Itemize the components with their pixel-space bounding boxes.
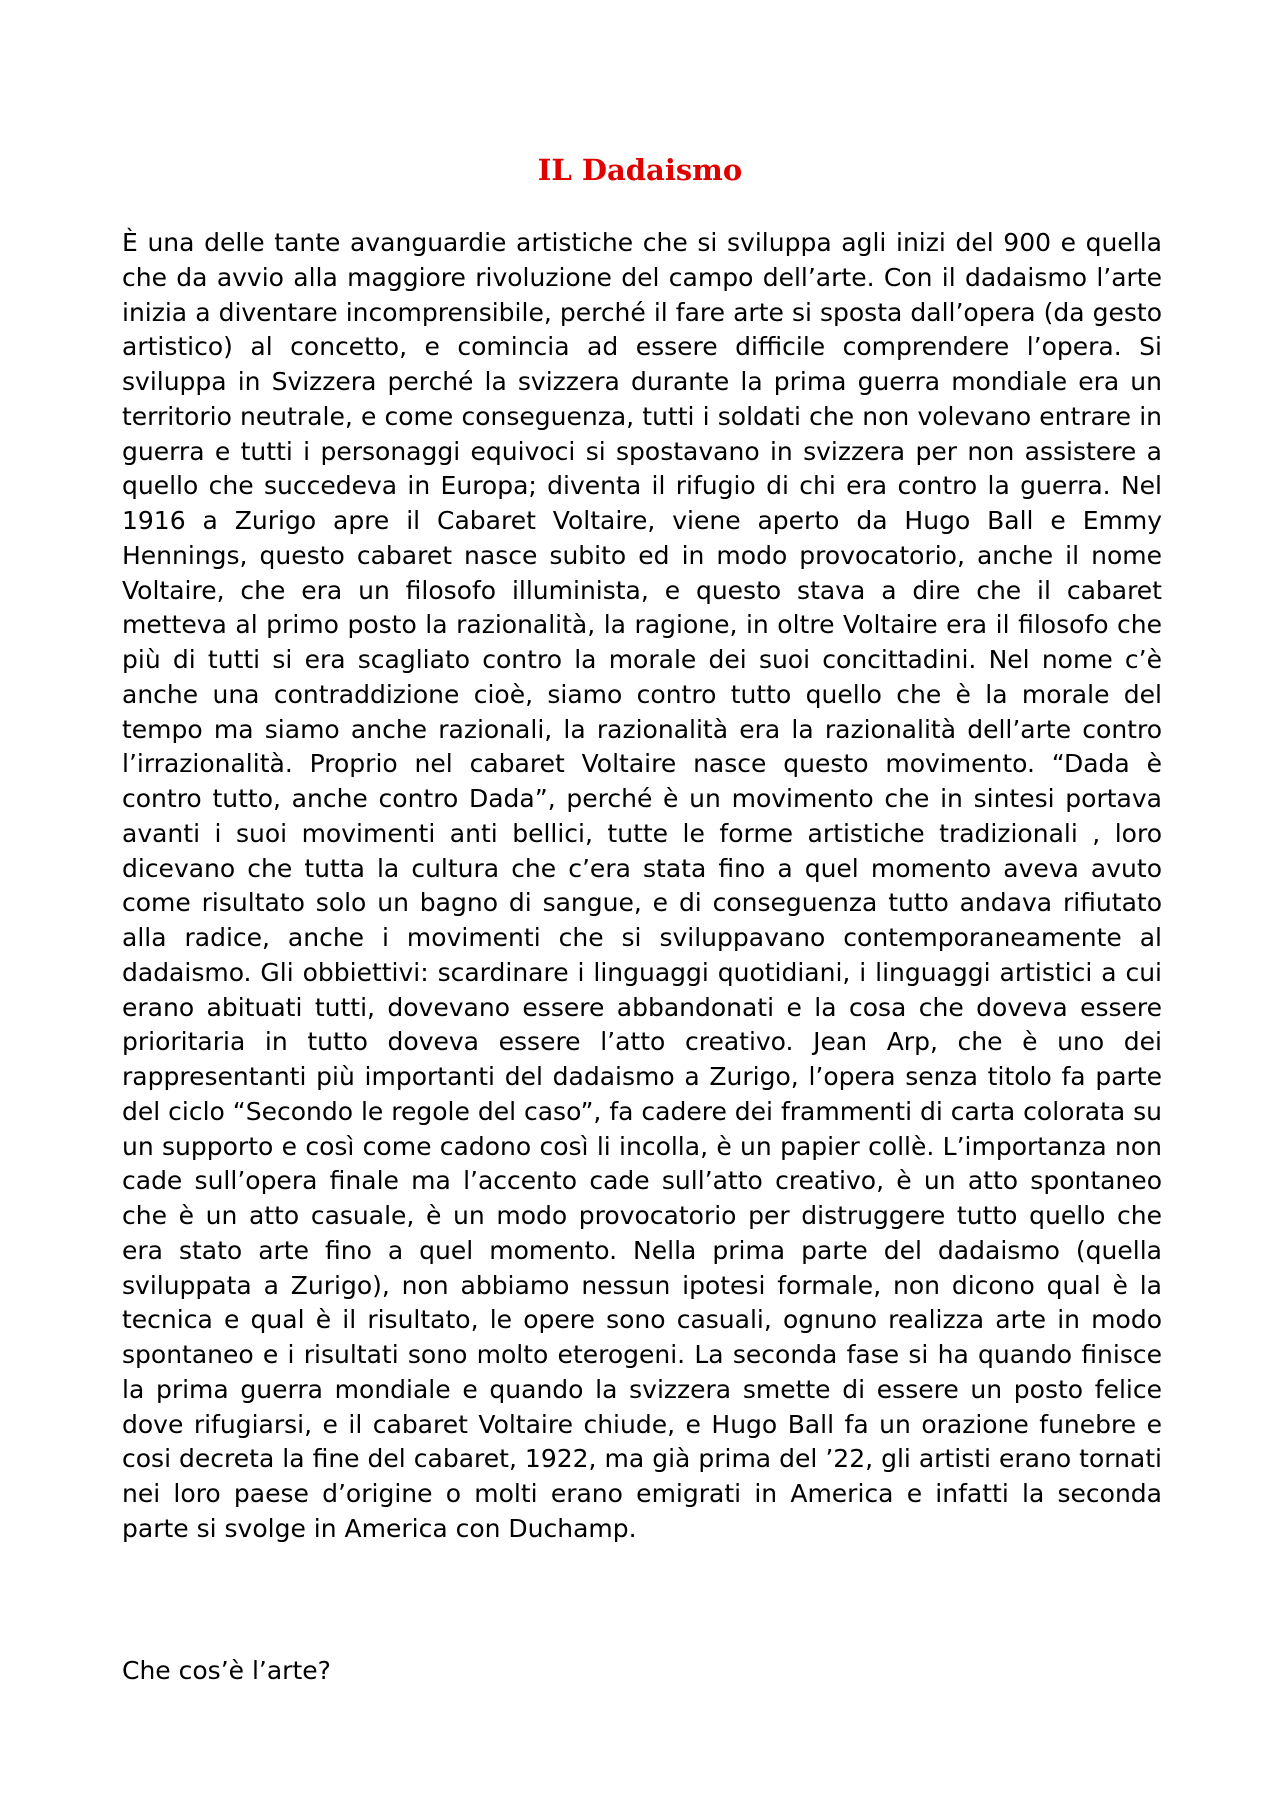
page-title: IL Dadaismo xyxy=(537,153,743,187)
body-paragraph: È una delle tante avanguardie artistiche che si sviluppa agli inizi del 900 e quella che da avvio alla maggiore rivoluzione del campo dell’arte. Con il dadaismo l’arte inizia a diventare incomprensibile, perché il fare arte si sposta dall’opera (da gesto artistico) al concetto, e comincia ad essere difficile comprendere l’opera. Si sviluppa in Svizzera perché la svizzera durante la prima guerra mondiale era un territorio neutrale, e come conseguenza, tutti i soldati che non volevano entrare in guerra e tutti i personaggi equivoci si spostavano in svizzera per non assistere a quello che succedeva in Europa; diventa il rifugio di chi era contro la guerra. Nel 1916 a Zurigo apre il Cabaret Voltaire, viene aperto da Hugo Ball e Emmy Hennings, questo cabaret nasce subito ed in modo provocatorio, anche il nome Voltaire, che era un filosofo illuminista, e questo stava a dire che il cabaret metteva al primo posto la razionalità, la ragione, in oltre Voltaire era il filosofo che più di tutti si era scagliato contro la morale dei suoi concittadini. Nel nome c’è anche una contraddizione cioè, siamo contro tutto quello che è la morale del tempo ma siamo anche razionali, la razionalità era la razionalità dell’arte contro l’irrazionalità. Proprio nel cabaret Voltaire nasce questo movimento. “Dada è contro tutto, anche contro Dada”, perché è un movimento che in sintesi portava avanti i suoi movimenti anti bellici, tutte le forme artistiche tradizionali , loro dicevano che tutta la cultura che c’era stata fino a quel momento aveva avuto come risultato solo un bagno di sangue, e di conseguenza tutto andava rifiutato alla radice, anche i movimenti che si sviluppavano contemporaneamente al dadaismo. Gli obbiettivi: scardinare i linguaggi quotidiani, i linguaggi artistici a cui erano abituati tutti, dovevano essere abbandonati e la cosa che doveva essere prioritaria in tutto doveva essere l’atto creativo. Jean Arp, che è uno dei rappresentanti più importanti del dadaismo a Zurigo, l’opera senza titolo fa parte del ciclo “Secondo le regole del caso”, fa cadere dei frammenti di carta colorata su un supporto e così come cadono così li incolla, è un papier collè. L’importanza non cade sull’opera finale ma l’accento cade sull’atto creativo, è un atto spontaneo che è un atto casuale, è un modo provocatorio per distruggere tutto quello che era stato arte fino a quel momento. Nella prima parte del dadaismo (quella sviluppata a Zurigo), non abbiamo nessun ipotesi formale, non dicono qual è la tecnica e qual è il risultato, le opere sono casuali, ognuno realizza arte in modo spontaneo e i risultati sono molto eterogeni. La seconda fase si ha quando finisce la prima guerra mondiale e quando la svizzera smette di essere un posto felice dove rifugiarsi, e il cabaret Voltaire chiude, e Hugo Ball fa un orazione funebre e cosi decreta la fine del cabaret, 1922, ma già prima del ’22, gli artisti erano tornati nei loro paese d’origine o molti erano emigrati in America e infatti la seconda parte si svolge in America con Duchamp. xyxy=(122,228,1162,1543)
question-line: Che cos’è l’arte? xyxy=(122,1656,331,1685)
